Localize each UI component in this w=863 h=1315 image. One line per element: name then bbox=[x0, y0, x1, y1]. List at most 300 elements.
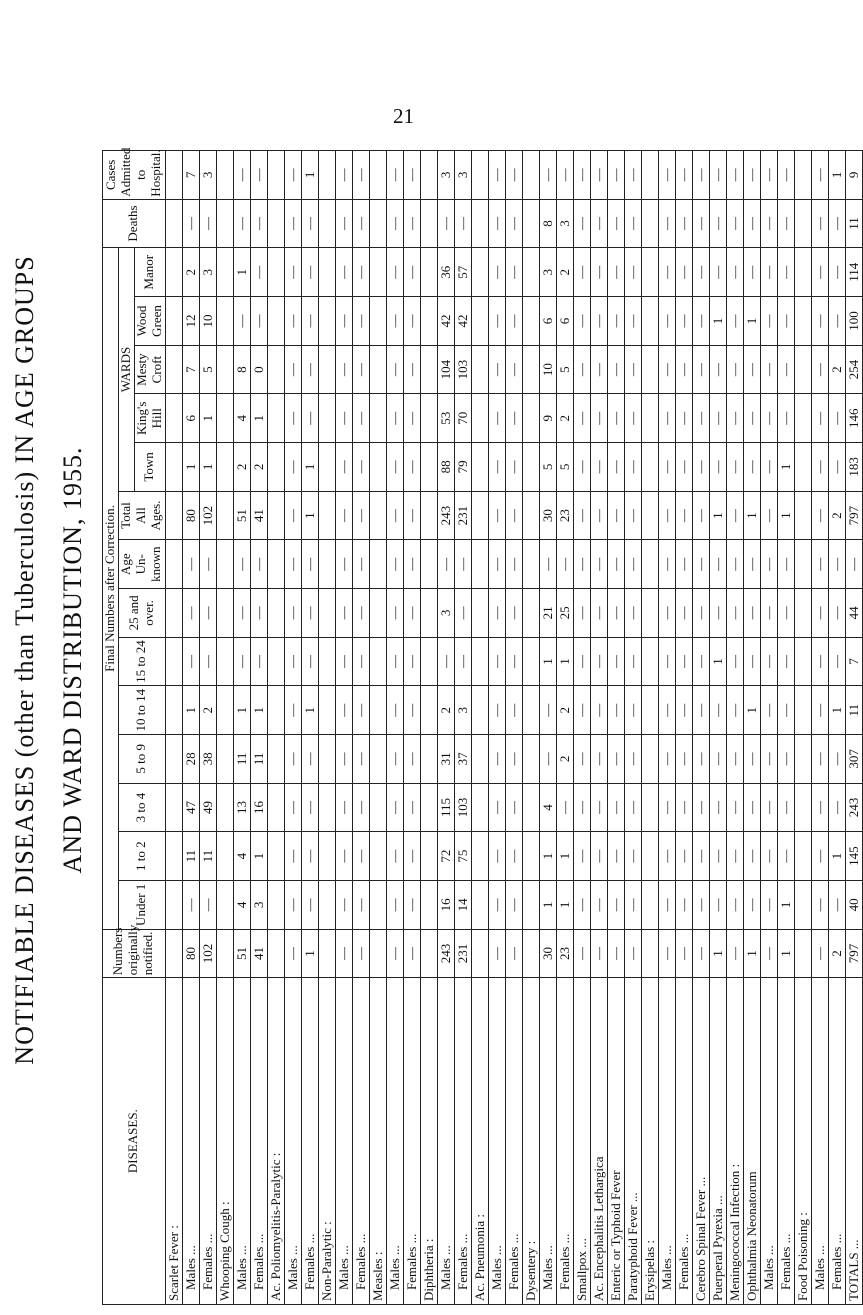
value-cell: — bbox=[386, 443, 403, 492]
value-cell: 1 bbox=[709, 297, 726, 346]
value-cell bbox=[471, 248, 488, 297]
value-cell: — bbox=[352, 248, 369, 297]
value-cell: — bbox=[403, 199, 420, 248]
value-cell: — bbox=[658, 783, 675, 832]
table-row bbox=[624, 151, 641, 1305]
header-under-1: Under 1 bbox=[118, 880, 165, 929]
value-cell: — bbox=[624, 151, 641, 200]
value-cell: — bbox=[488, 199, 505, 248]
table-row bbox=[828, 151, 845, 1305]
value-cell bbox=[420, 491, 437, 540]
table-row bbox=[437, 151, 454, 1305]
value-cell: 3 bbox=[556, 199, 573, 248]
table-row bbox=[777, 151, 794, 1305]
value-cell bbox=[267, 394, 284, 443]
value-cell: — bbox=[590, 199, 607, 248]
value-cell: — bbox=[590, 345, 607, 394]
value-cell: — bbox=[760, 686, 777, 735]
value-cell: — bbox=[386, 589, 403, 638]
header-age-10-14: 10 to 14 bbox=[118, 686, 165, 735]
table-row bbox=[216, 151, 233, 1305]
value-cell: — bbox=[335, 394, 352, 443]
disease-name-cell: Paratyphoid Fever ... bbox=[624, 978, 641, 1305]
value-cell: 1 bbox=[539, 832, 556, 881]
value-cell: — bbox=[692, 929, 709, 978]
value-cell: — bbox=[692, 345, 709, 394]
value-cell: 3 bbox=[250, 880, 267, 929]
value-cell: — bbox=[743, 735, 760, 784]
table-row bbox=[267, 151, 284, 1305]
value-cell: — bbox=[811, 248, 828, 297]
value-cell bbox=[216, 637, 233, 686]
value-cell: — bbox=[352, 345, 369, 394]
value-cell: 31 bbox=[437, 735, 454, 784]
value-cell: 13 bbox=[233, 783, 250, 832]
value-cell: — bbox=[233, 637, 250, 686]
value-cell: — bbox=[709, 345, 726, 394]
value-cell: — bbox=[607, 394, 624, 443]
value-cell bbox=[318, 297, 335, 346]
value-cell bbox=[522, 929, 539, 978]
value-cell bbox=[267, 929, 284, 978]
value-cell: — bbox=[828, 540, 845, 589]
disease-table-wrapper bbox=[102, 147, 861, 1305]
value-cell bbox=[522, 589, 539, 638]
value-cell: 3 bbox=[539, 248, 556, 297]
value-cell: — bbox=[692, 491, 709, 540]
value-cell: 2 bbox=[556, 735, 573, 784]
value-cell: — bbox=[607, 297, 624, 346]
value-cell: — bbox=[386, 491, 403, 540]
value-cell: — bbox=[199, 589, 216, 638]
value-cell bbox=[522, 637, 539, 686]
value-cell: 11 bbox=[845, 686, 862, 735]
value-cell bbox=[794, 686, 811, 735]
value-cell: 16 bbox=[250, 783, 267, 832]
page-number: 21 bbox=[393, 104, 414, 128]
value-cell: — bbox=[760, 199, 777, 248]
value-cell bbox=[641, 443, 658, 492]
value-cell bbox=[318, 151, 335, 200]
table-row bbox=[743, 151, 760, 1305]
value-cell: 7 bbox=[845, 637, 862, 686]
value-cell: — bbox=[505, 686, 522, 735]
table-row bbox=[250, 151, 267, 1305]
value-cell: — bbox=[658, 735, 675, 784]
value-cell: — bbox=[573, 540, 590, 589]
value-cell: 41 bbox=[250, 491, 267, 540]
value-cell: — bbox=[284, 589, 301, 638]
value-cell: 10 bbox=[539, 345, 556, 394]
disease-name-cell: Males ... bbox=[335, 978, 352, 1305]
value-cell: — bbox=[573, 686, 590, 735]
value-cell: — bbox=[250, 248, 267, 297]
disease-name-cell: Ac. Encephalitis Lethargica bbox=[590, 978, 607, 1305]
value-cell bbox=[318, 540, 335, 589]
value-cell bbox=[267, 345, 284, 394]
table-row bbox=[403, 151, 420, 1305]
value-cell: — bbox=[335, 443, 352, 492]
value-cell: — bbox=[658, 929, 675, 978]
value-cell: — bbox=[454, 199, 471, 248]
disease-table bbox=[102, 147, 863, 1305]
value-cell: — bbox=[403, 443, 420, 492]
value-cell: — bbox=[692, 783, 709, 832]
value-cell: — bbox=[335, 199, 352, 248]
disease-name-cell: Females ... bbox=[403, 978, 420, 1305]
value-cell: 23 bbox=[556, 491, 573, 540]
value-cell bbox=[522, 686, 539, 735]
value-cell bbox=[522, 735, 539, 784]
value-cell: — bbox=[335, 735, 352, 784]
value-cell: — bbox=[403, 589, 420, 638]
value-cell: — bbox=[250, 151, 267, 200]
value-cell: — bbox=[811, 491, 828, 540]
value-cell: — bbox=[335, 151, 352, 200]
value-cell: — bbox=[573, 880, 590, 929]
value-cell bbox=[165, 394, 182, 443]
value-cell bbox=[165, 151, 182, 200]
disease-name-cell: Males ... bbox=[488, 978, 505, 1305]
value-cell bbox=[318, 443, 335, 492]
value-cell: — bbox=[607, 686, 624, 735]
value-cell: — bbox=[675, 394, 692, 443]
disease-name-cell: Females ... bbox=[199, 978, 216, 1305]
table-row bbox=[420, 151, 437, 1305]
value-cell: — bbox=[811, 589, 828, 638]
value-cell: — bbox=[692, 151, 709, 200]
value-cell: 1 bbox=[777, 491, 794, 540]
value-cell: — bbox=[726, 686, 743, 735]
value-cell: — bbox=[675, 686, 692, 735]
value-cell: — bbox=[590, 248, 607, 297]
value-cell: — bbox=[828, 248, 845, 297]
value-cell: — bbox=[726, 199, 743, 248]
value-cell bbox=[641, 735, 658, 784]
value-cell: — bbox=[658, 199, 675, 248]
value-cell: — bbox=[675, 540, 692, 589]
value-cell: — bbox=[811, 929, 828, 978]
value-cell bbox=[216, 832, 233, 881]
value-cell bbox=[165, 491, 182, 540]
value-cell: — bbox=[624, 880, 641, 929]
value-cell: — bbox=[505, 783, 522, 832]
value-cell bbox=[794, 880, 811, 929]
value-cell: — bbox=[709, 151, 726, 200]
value-cell: — bbox=[573, 783, 590, 832]
header-age-1-2: 1 to 2 bbox=[118, 832, 165, 881]
value-cell: — bbox=[454, 589, 471, 638]
value-cell: — bbox=[505, 297, 522, 346]
value-cell bbox=[165, 345, 182, 394]
value-cell bbox=[216, 297, 233, 346]
value-cell: 1 bbox=[539, 880, 556, 929]
value-cell: — bbox=[760, 832, 777, 881]
value-cell bbox=[216, 540, 233, 589]
value-cell bbox=[318, 686, 335, 735]
value-cell bbox=[267, 589, 284, 638]
value-cell: — bbox=[488, 540, 505, 589]
value-cell: — bbox=[335, 783, 352, 832]
value-cell: — bbox=[386, 199, 403, 248]
value-cell: — bbox=[556, 540, 573, 589]
value-cell: — bbox=[658, 686, 675, 735]
value-cell bbox=[471, 735, 488, 784]
value-cell: — bbox=[675, 199, 692, 248]
value-cell bbox=[420, 686, 437, 735]
value-cell: 70 bbox=[454, 394, 471, 443]
value-cell: — bbox=[624, 443, 641, 492]
disease-name-cell: Puerperal Pyrexia ... bbox=[709, 978, 726, 1305]
value-cell: 1 bbox=[828, 151, 845, 200]
value-cell bbox=[794, 637, 811, 686]
value-cell: — bbox=[658, 540, 675, 589]
value-cell bbox=[420, 880, 437, 929]
value-cell: — bbox=[624, 637, 641, 686]
value-cell bbox=[216, 491, 233, 540]
value-cell: — bbox=[352, 686, 369, 735]
value-cell: — bbox=[743, 540, 760, 589]
value-cell bbox=[318, 589, 335, 638]
value-cell: 1 bbox=[709, 491, 726, 540]
value-cell bbox=[794, 394, 811, 443]
value-cell: 47 bbox=[182, 783, 199, 832]
value-cell: — bbox=[301, 297, 318, 346]
totals-row bbox=[845, 151, 862, 1305]
value-cell bbox=[216, 248, 233, 297]
value-cell: — bbox=[828, 443, 845, 492]
value-cell: — bbox=[607, 880, 624, 929]
value-cell: — bbox=[182, 540, 199, 589]
value-cell: — bbox=[624, 540, 641, 589]
value-cell: — bbox=[658, 637, 675, 686]
value-cell: — bbox=[352, 443, 369, 492]
value-cell bbox=[641, 783, 658, 832]
value-cell: — bbox=[556, 151, 573, 200]
value-cell: — bbox=[658, 394, 675, 443]
value-cell: 42 bbox=[437, 297, 454, 346]
header-diseases: DISEASES. bbox=[103, 978, 166, 1305]
value-cell: — bbox=[573, 832, 590, 881]
value-cell: 3 bbox=[454, 151, 471, 200]
value-cell: 23 bbox=[556, 929, 573, 978]
value-cell: 44 bbox=[845, 589, 862, 638]
table-row bbox=[182, 151, 199, 1305]
value-cell bbox=[318, 832, 335, 881]
value-cell: — bbox=[726, 735, 743, 784]
value-cell: — bbox=[386, 637, 403, 686]
value-cell: 9 bbox=[539, 394, 556, 443]
value-cell: — bbox=[505, 540, 522, 589]
value-cell bbox=[267, 248, 284, 297]
value-cell: — bbox=[284, 248, 301, 297]
value-cell: — bbox=[760, 880, 777, 929]
value-cell: 11 bbox=[250, 735, 267, 784]
value-cell: — bbox=[505, 491, 522, 540]
value-cell: 1 bbox=[709, 929, 726, 978]
value-cell: — bbox=[335, 832, 352, 881]
value-cell bbox=[165, 686, 182, 735]
value-cell: — bbox=[403, 686, 420, 735]
value-cell: — bbox=[335, 297, 352, 346]
value-cell: 80 bbox=[182, 929, 199, 978]
value-cell: — bbox=[590, 686, 607, 735]
header-age-15-24: 15 to 24 bbox=[118, 637, 165, 686]
value-cell: — bbox=[233, 297, 250, 346]
value-cell bbox=[420, 929, 437, 978]
value-cell bbox=[641, 345, 658, 394]
value-cell: — bbox=[403, 637, 420, 686]
value-cell: 1 bbox=[539, 637, 556, 686]
value-cell: — bbox=[726, 637, 743, 686]
value-cell: — bbox=[743, 151, 760, 200]
value-cell: — bbox=[590, 151, 607, 200]
value-cell: 4 bbox=[233, 880, 250, 929]
value-cell: 1 bbox=[828, 832, 845, 881]
value-cell bbox=[216, 589, 233, 638]
value-cell: — bbox=[811, 783, 828, 832]
value-cell: — bbox=[760, 735, 777, 784]
value-cell: — bbox=[386, 929, 403, 978]
value-cell: — bbox=[624, 394, 641, 443]
value-cell: — bbox=[760, 929, 777, 978]
table-row bbox=[165, 151, 182, 1305]
value-cell: — bbox=[233, 540, 250, 589]
value-cell: — bbox=[301, 735, 318, 784]
value-cell bbox=[216, 735, 233, 784]
value-cell: — bbox=[726, 297, 743, 346]
value-cell bbox=[318, 199, 335, 248]
value-cell: 100 bbox=[845, 297, 862, 346]
value-cell: — bbox=[658, 297, 675, 346]
value-cell bbox=[471, 832, 488, 881]
header-age-25-over: 25 and over. bbox=[118, 589, 165, 638]
value-cell: — bbox=[301, 832, 318, 881]
value-cell: — bbox=[658, 345, 675, 394]
value-cell: 1 bbox=[743, 929, 760, 978]
value-cell bbox=[369, 540, 386, 589]
value-cell bbox=[794, 345, 811, 394]
value-cell: 88 bbox=[437, 443, 454, 492]
value-cell bbox=[522, 491, 539, 540]
value-cell: 25 bbox=[556, 589, 573, 638]
value-cell: 40 bbox=[845, 880, 862, 929]
value-cell: 2 bbox=[828, 491, 845, 540]
value-cell bbox=[318, 394, 335, 443]
value-cell: — bbox=[692, 880, 709, 929]
value-cell: — bbox=[335, 929, 352, 978]
value-cell: — bbox=[777, 637, 794, 686]
value-cell bbox=[267, 297, 284, 346]
value-cell bbox=[471, 199, 488, 248]
value-cell bbox=[471, 686, 488, 735]
value-cell: 183 bbox=[845, 443, 862, 492]
disease-name-cell: Females ... bbox=[828, 978, 845, 1305]
value-cell: — bbox=[709, 735, 726, 784]
value-cell: — bbox=[386, 248, 403, 297]
value-cell: 1 bbox=[556, 832, 573, 881]
value-cell bbox=[267, 443, 284, 492]
value-cell bbox=[420, 589, 437, 638]
value-cell bbox=[318, 783, 335, 832]
value-cell: 2 bbox=[556, 686, 573, 735]
value-cell: — bbox=[182, 589, 199, 638]
header-wards: WARDS bbox=[118, 248, 134, 491]
value-cell: 41 bbox=[250, 929, 267, 978]
value-cell: — bbox=[488, 589, 505, 638]
value-cell: 1 bbox=[828, 686, 845, 735]
value-cell bbox=[216, 783, 233, 832]
value-cell: — bbox=[386, 783, 403, 832]
value-cell bbox=[216, 443, 233, 492]
value-cell: — bbox=[624, 735, 641, 784]
value-cell bbox=[794, 443, 811, 492]
value-cell: — bbox=[726, 832, 743, 881]
value-cell: — bbox=[233, 589, 250, 638]
value-cell bbox=[420, 345, 437, 394]
value-cell: — bbox=[590, 491, 607, 540]
value-cell: — bbox=[624, 345, 641, 394]
header-ward-mesty-croft: Mesty Croft bbox=[134, 345, 165, 394]
value-cell: — bbox=[811, 735, 828, 784]
table-row bbox=[352, 151, 369, 1305]
disease-name-cell: Females ... bbox=[352, 978, 369, 1305]
value-cell: — bbox=[726, 540, 743, 589]
disease-name-cell: Scarlet Fever : bbox=[165, 978, 182, 1305]
table-row bbox=[199, 151, 216, 1305]
value-cell: — bbox=[505, 929, 522, 978]
value-cell: — bbox=[556, 783, 573, 832]
value-cell bbox=[641, 589, 658, 638]
value-cell: — bbox=[675, 151, 692, 200]
value-cell bbox=[471, 589, 488, 638]
value-cell bbox=[794, 783, 811, 832]
table-row bbox=[505, 151, 522, 1305]
value-cell: — bbox=[403, 345, 420, 394]
value-cell bbox=[216, 199, 233, 248]
value-cell: — bbox=[590, 929, 607, 978]
value-cell: — bbox=[182, 637, 199, 686]
value-cell bbox=[471, 540, 488, 589]
value-cell: — bbox=[403, 929, 420, 978]
value-cell: — bbox=[760, 248, 777, 297]
value-cell: — bbox=[590, 297, 607, 346]
disease-name-cell: Females ... bbox=[505, 978, 522, 1305]
value-cell: 6 bbox=[539, 297, 556, 346]
value-cell: 1 bbox=[743, 297, 760, 346]
value-cell: — bbox=[675, 345, 692, 394]
value-cell: — bbox=[250, 540, 267, 589]
value-cell: — bbox=[573, 735, 590, 784]
value-cell: — bbox=[675, 832, 692, 881]
value-cell: 1 bbox=[301, 151, 318, 200]
value-cell: — bbox=[726, 929, 743, 978]
value-cell: — bbox=[607, 589, 624, 638]
value-cell bbox=[522, 540, 539, 589]
value-cell bbox=[794, 151, 811, 200]
value-cell: — bbox=[352, 394, 369, 443]
value-cell: — bbox=[760, 297, 777, 346]
value-cell bbox=[369, 394, 386, 443]
value-cell: 3 bbox=[199, 151, 216, 200]
value-cell: 1 bbox=[777, 443, 794, 492]
value-cell bbox=[369, 783, 386, 832]
value-cell bbox=[641, 637, 658, 686]
value-cell: — bbox=[590, 637, 607, 686]
value-cell: 6 bbox=[556, 297, 573, 346]
value-cell bbox=[369, 199, 386, 248]
value-cell bbox=[318, 735, 335, 784]
